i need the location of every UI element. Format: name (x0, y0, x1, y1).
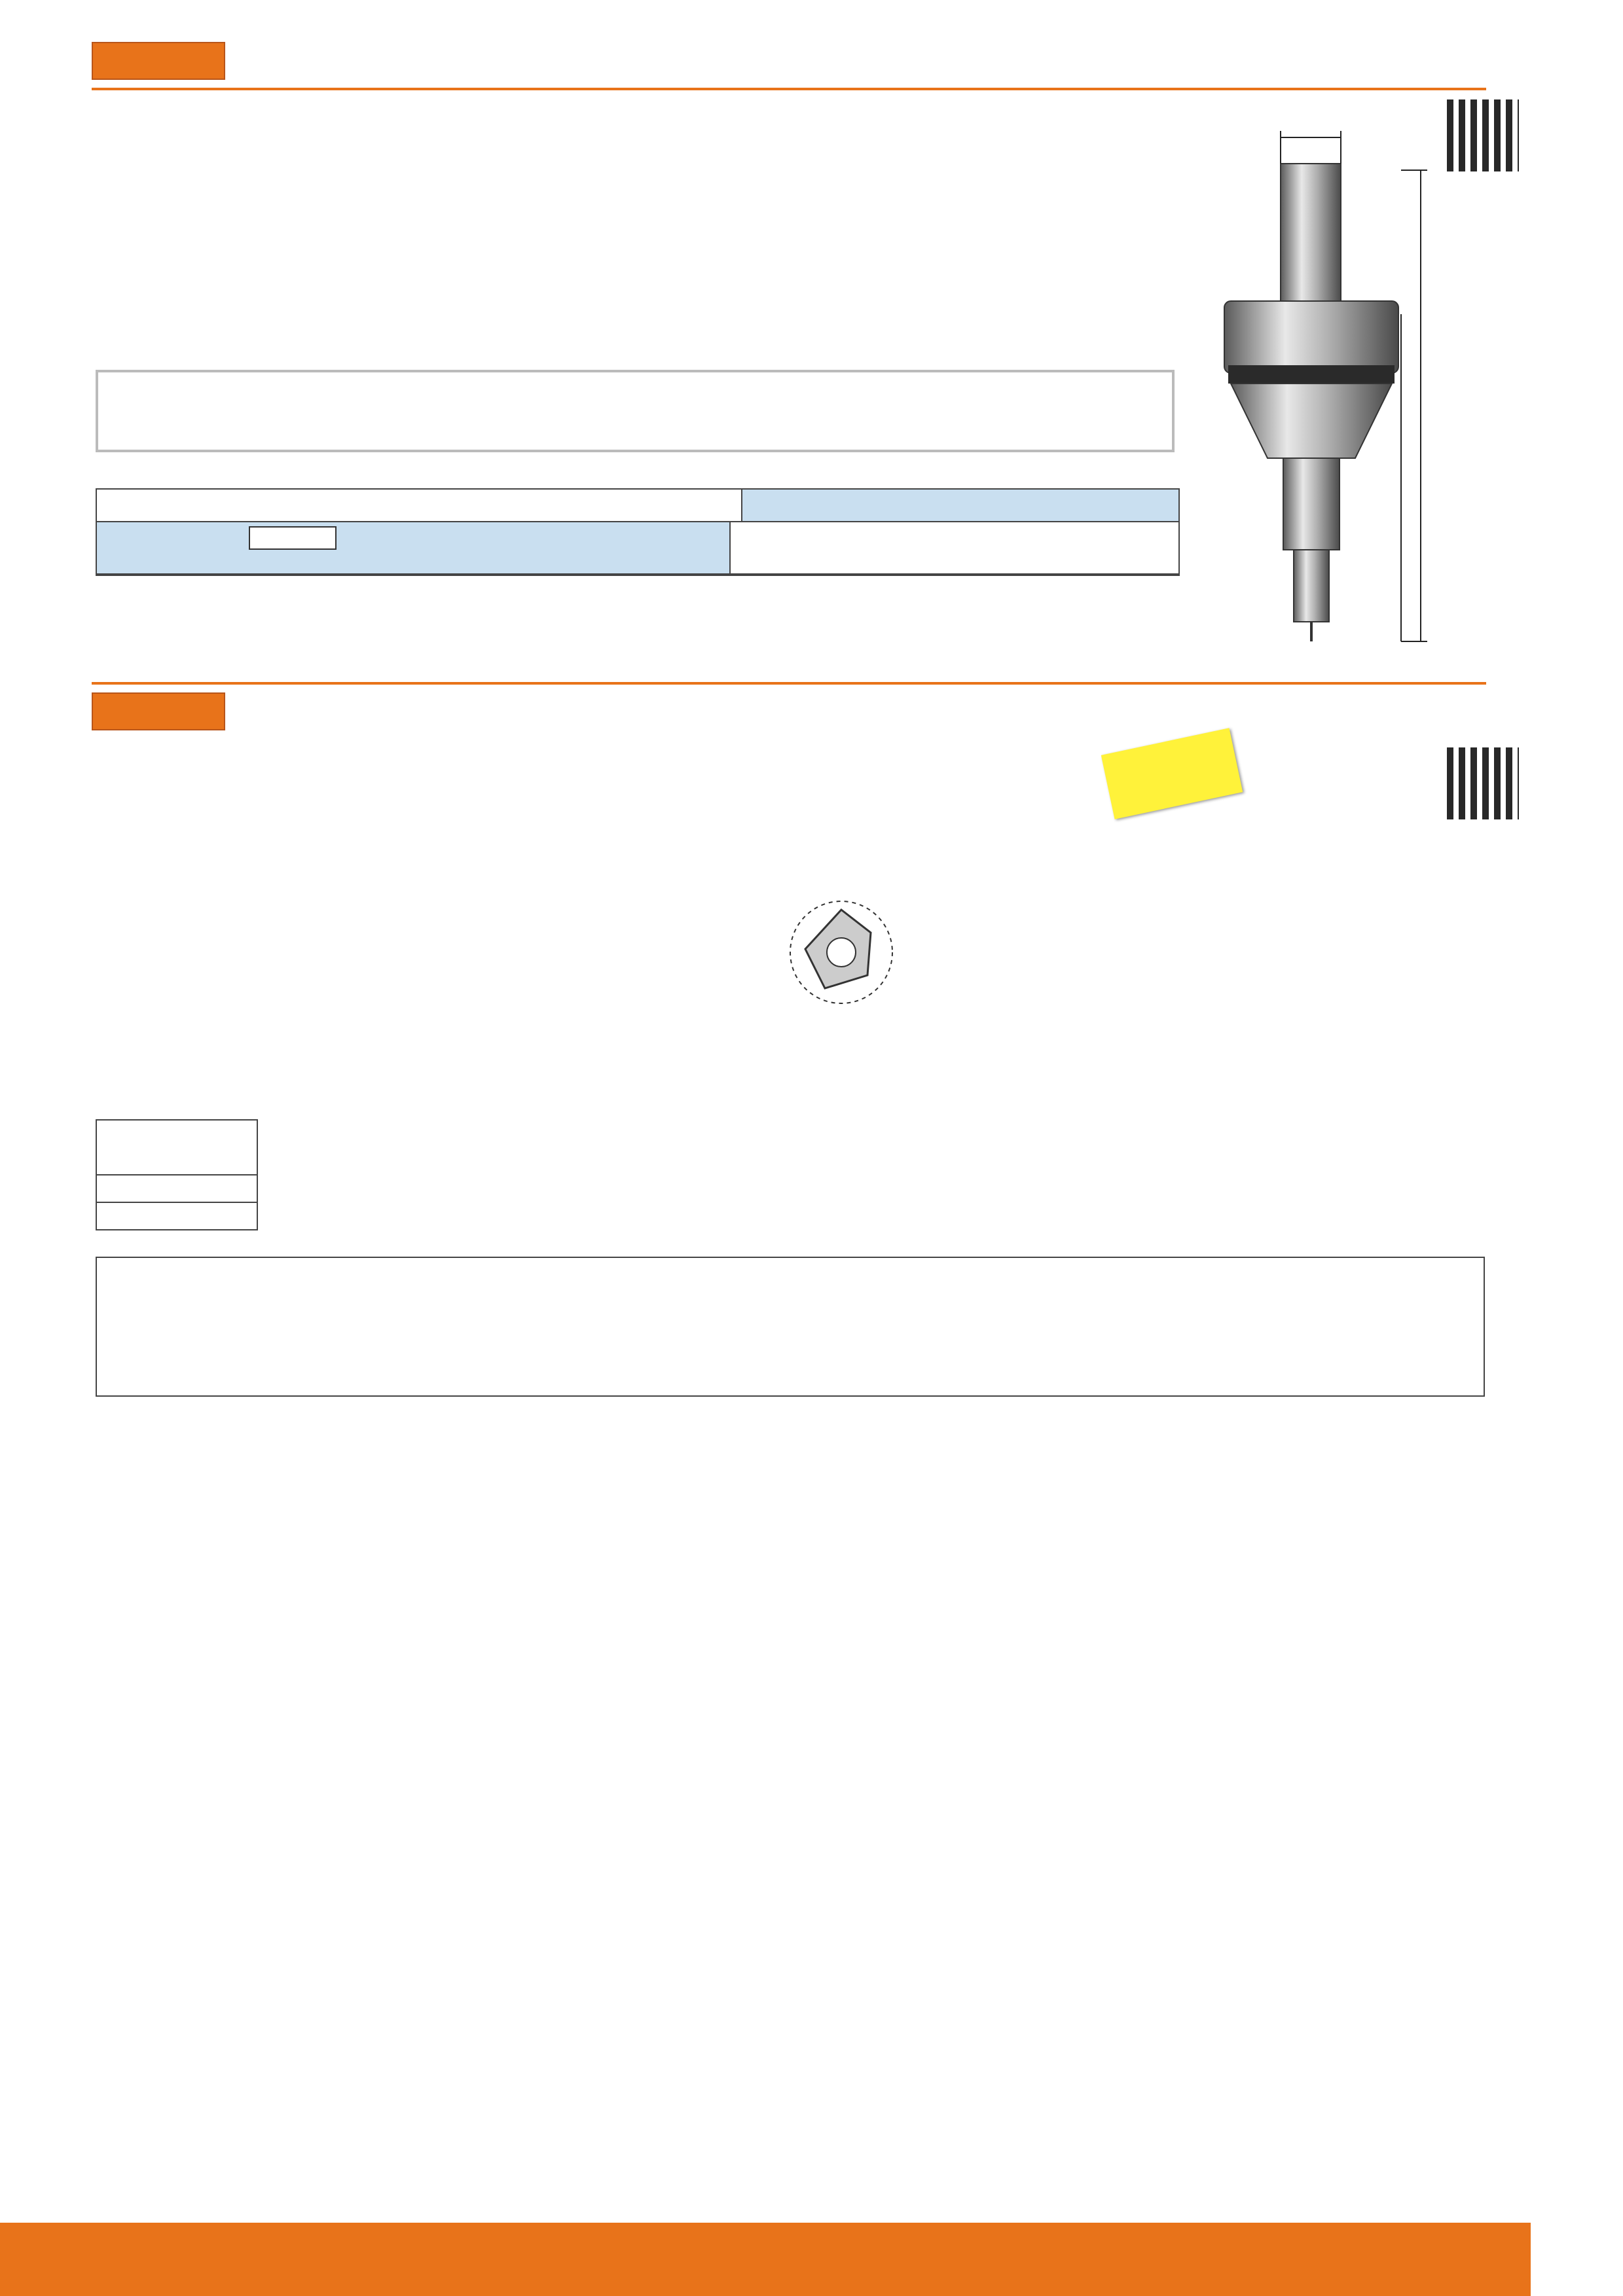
garant-logo (92, 42, 225, 80)
materials-row-label (96, 1202, 257, 1230)
divider (92, 682, 1486, 685)
code-brand-logo (249, 526, 337, 550)
juego-badge (1101, 728, 1243, 819)
tipo-label (97, 490, 742, 521)
tipo-value (742, 490, 1178, 521)
lubricator-drawing (1205, 118, 1440, 655)
materials-table (96, 1119, 258, 1230)
footer-bar (0, 2223, 1531, 2296)
tap-price-table (96, 1257, 1485, 1397)
qr-code (1447, 99, 1519, 171)
materials-grid (96, 1119, 258, 1230)
tap-grid (97, 1258, 1484, 1395)
garant-logo (92, 692, 225, 730)
iso-label (96, 1175, 257, 1202)
spec-table (96, 488, 1180, 576)
qr-code (1447, 747, 1519, 819)
divider (92, 88, 1486, 90)
price (731, 522, 1178, 573)
tap-cross-section-icon (786, 897, 897, 1008)
materials-header (96, 1120, 257, 1175)
note-box (96, 370, 1175, 452)
